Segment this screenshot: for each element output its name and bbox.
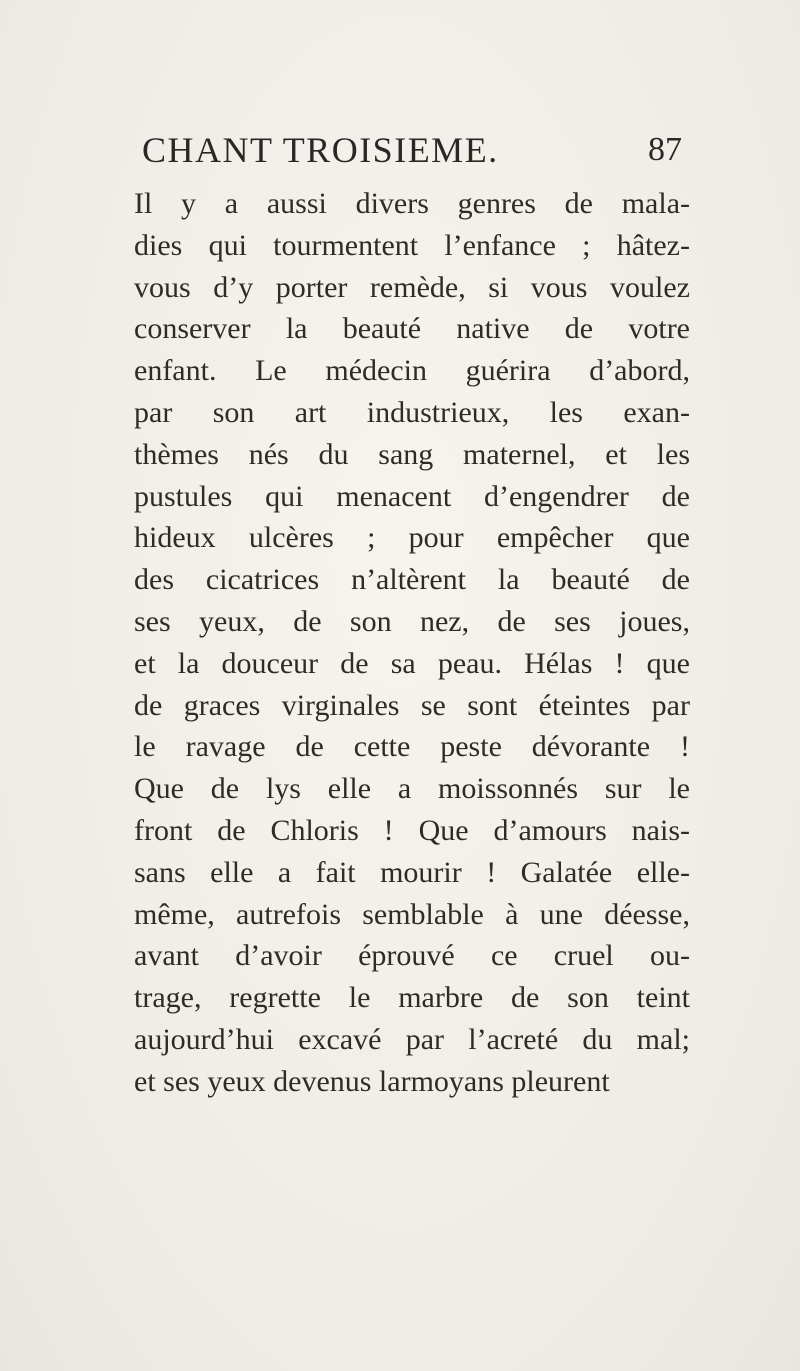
text-line: dies qui tourmentent l’enfance ; hâtez- <box>134 228 690 262</box>
text-line: vous d’y porter remède, si vous voulez <box>134 270 690 304</box>
text-line: et ses yeux devenus larmoyans pleurent <box>134 1064 610 1098</box>
text-line: ses yeux, de son nez, de ses joues, <box>134 604 690 638</box>
text-line: même, autrefois semblable à une déesse, <box>134 897 690 931</box>
text-line: Que de lys elle a moissonnés sur le <box>134 772 690 806</box>
text-line: hideux ulcères ; pour empêcher que <box>134 521 690 555</box>
text-line: avant d’avoir éprouvé ce cruel ou- <box>134 939 690 973</box>
running-title: CHANT TROISIEME. <box>142 130 499 170</box>
page-header <box>142 126 682 174</box>
text-line: le ravage de cette peste dévorante ! <box>134 730 690 764</box>
text-line: enfant. Le médecin guérira d’abord, <box>134 354 690 388</box>
text-line: par son art industrieux, les exan- <box>134 395 690 429</box>
text-line: pustules qui menacent d’engendrer de <box>134 479 690 513</box>
body-text <box>134 183 690 1103</box>
text-line: des cicatrices n’altèrent la beauté de <box>134 563 690 597</box>
text-line: front de Chloris ! Que d’amours nais- <box>134 813 690 847</box>
page-number: 87 <box>648 131 682 168</box>
text-line: Il y a aussi divers genres de mala- <box>134 187 690 220</box>
text-line: conserver la beauté native de votre <box>134 312 690 346</box>
text-line: sans elle a fait mourir ! Galatée elle- <box>134 855 690 889</box>
text-line: de graces virginales se sont éteintes par <box>134 688 690 722</box>
text-line: trage, regrette le marbre de son teint <box>134 981 690 1015</box>
text-line: aujourd’hui excavé par l’acreté du mal; <box>134 1022 690 1056</box>
text-line: et la douceur de sa peau. Hélas ! que <box>134 646 690 680</box>
text-line: thèmes nés du sang maternel, et les <box>134 437 690 471</box>
